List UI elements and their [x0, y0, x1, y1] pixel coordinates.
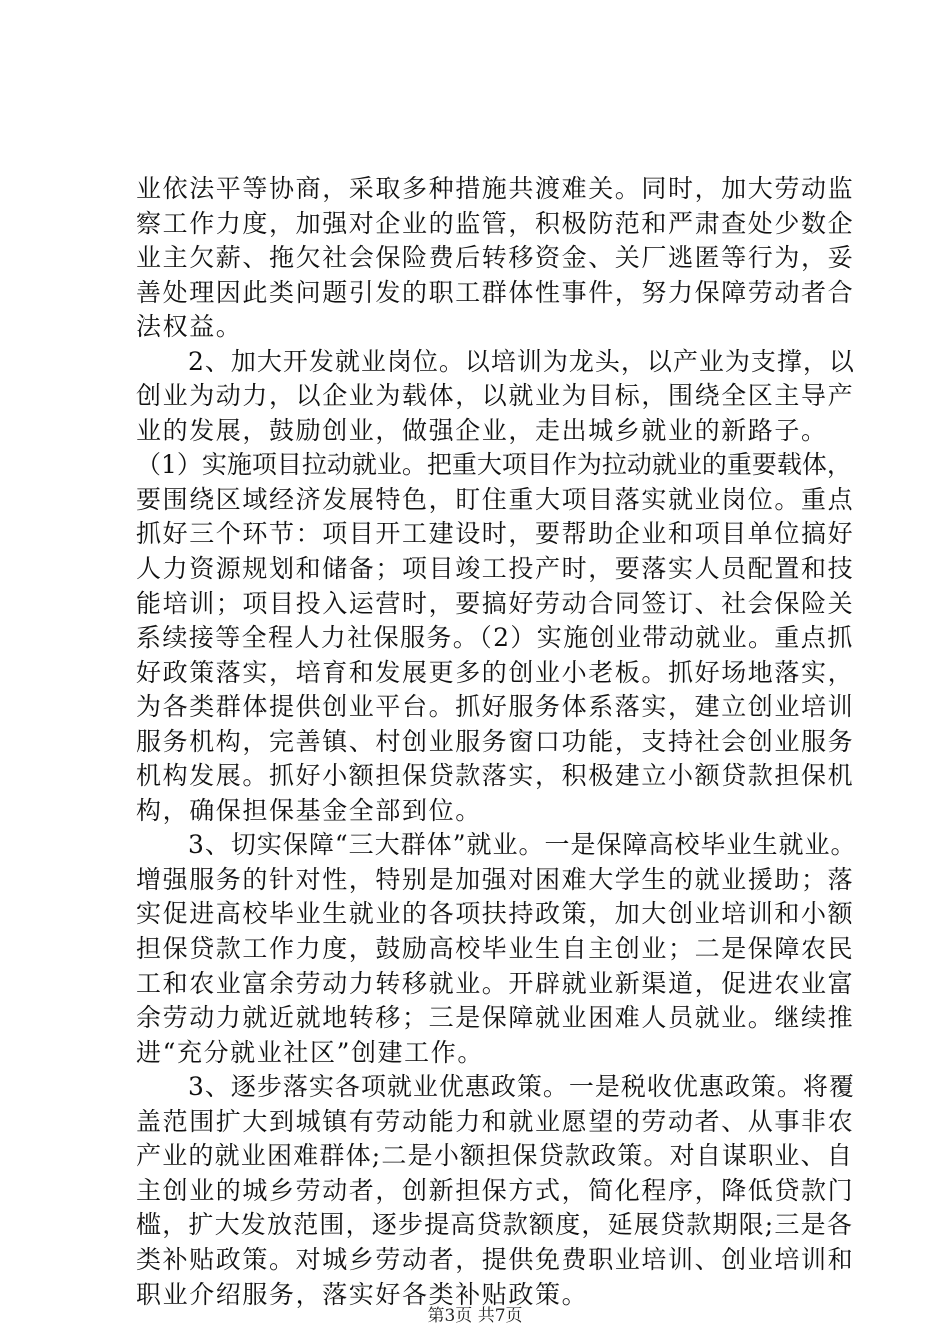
- text-line: 抓好三个环节：项目开工建设时，要帮助企业和项目单位搞好: [136, 519, 855, 549]
- text-line: 2、加大开发就业岗位。以培训为龙头，以产业为支撑，以: [136, 346, 855, 376]
- text-line: 槛，扩大发放范围，逐步提高贷款额度，延展贷款期限;三是各: [136, 1210, 854, 1240]
- text-line: 要围绕区域经济发展特色，盯住重大项目落实就业岗位。重点: [136, 484, 855, 514]
- text-line: 3、逐步落实各项就业优惠政策。一是税收优惠政策。将覆: [136, 1072, 855, 1102]
- text-line: 职业介绍服务，落实好各类补贴政策。: [136, 1279, 589, 1309]
- text-line: 为各类群体提供创业平台。抓好服务体系落实，建立创业培训: [136, 692, 855, 722]
- text-line: 构，确保担保基金全部到位。: [136, 795, 482, 825]
- text-line: 机构发展。抓好小额担保贷款落实，积极建立小额贷款担保机: [136, 761, 855, 791]
- text-line: 余劳动力就近就地转移；三是保障就业困难人员就业。继续推: [136, 1003, 855, 1033]
- text-line: 能培训；项目投入运营时，要搞好劳动合同签订、社会保险关: [136, 588, 855, 618]
- text-line: 担保贷款工作力度，鼓励高校毕业生自主创业；二是保障农民: [136, 934, 855, 964]
- text-line: 善处理因此类问题引发的职工群体性事件，努力保障劳动者合: [136, 277, 855, 307]
- text-line: 实促进高校毕业生就业的各项扶持政策，加大创业培训和小额: [136, 899, 855, 929]
- text-line: 察工作力度，加强对企业的监管，积极防范和严肃查处少数企: [136, 208, 855, 238]
- page-number-footer: 第3页 共7页: [427, 1306, 523, 1326]
- body-text: [136, 172, 856, 1312]
- text-line: 业依法平等协商，采取多种措施共渡难关。同时，加大劳动监: [136, 174, 855, 203]
- text-line: 业的发展，鼓励创业，做强企业，走出城乡就业的新路子。: [136, 415, 828, 445]
- text-line: 系续接等全程人力社保服务。（2）实施创业带动就业。重点抓: [136, 623, 854, 653]
- text-line: 产业的就业困难群体;二是小额担保贷款政策。对自谋职业、自: [136, 1141, 854, 1171]
- text-line: 法权益。: [136, 312, 243, 342]
- text-line: （1）实施项目拉动就业。把重大项目作为拉动就业的重要载体，: [136, 450, 852, 480]
- text-line: 服务机构，完善镇、村创业服务窗口功能，支持社会创业服务: [136, 726, 855, 756]
- text-line: 盖范围扩大到城镇有劳动能力和就业愿望的劳动者、从事非农: [136, 1106, 855, 1136]
- text-line: 3、切实保障“三大群体”就业。一是保障高校毕业生就业。: [136, 830, 857, 860]
- text-line: 人力资源规划和储备；项目竣工投产时，要落实人员配置和技: [136, 554, 855, 584]
- text-line: 主创业的城乡劳动者，创新担保方式，简化程序，降低贷款门: [136, 1175, 855, 1205]
- text-line: 进“充分就业社区”创建工作。: [136, 1037, 484, 1067]
- text-line: 创业为动力，以企业为载体，以就业为目标，围绕全区主导产: [136, 381, 855, 411]
- text-line: 好政策落实，培育和发展更多的创业小老板。抓好场地落实，: [136, 657, 855, 687]
- text-line: 增强服务的针对性，特别是加强对困难大学生的就业援助；落: [136, 864, 855, 894]
- text-line: 业主欠薪、拖欠社会保险费后转移资金、关厂逃匿等行为，妥: [136, 243, 855, 273]
- text-line: 工和农业富余劳动力转移就业。开辟就业新渠道，促进农业富: [136, 968, 855, 998]
- text-line: 类补贴政策。对城乡劳动者，提供免费职业培训、创业培训和: [136, 1244, 855, 1274]
